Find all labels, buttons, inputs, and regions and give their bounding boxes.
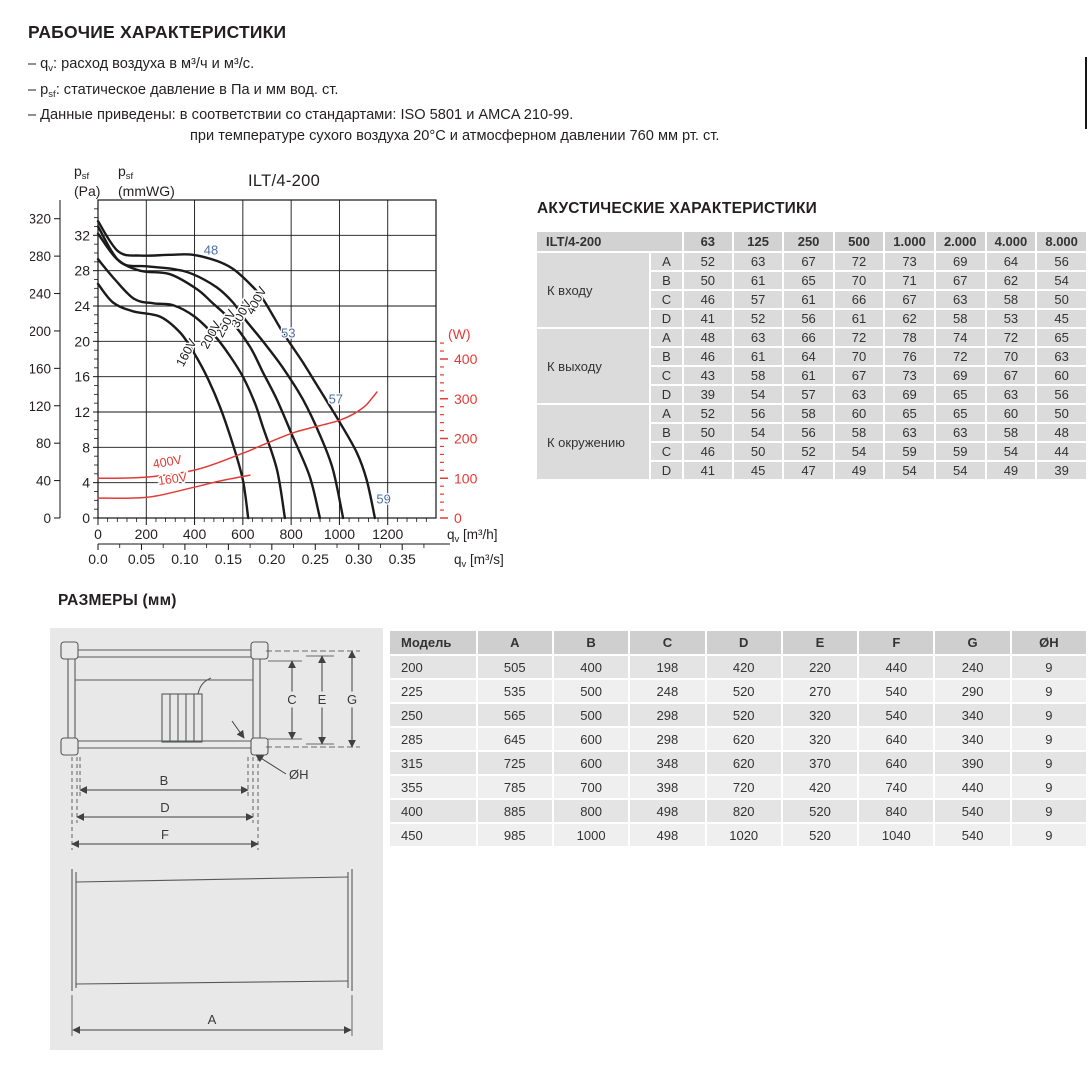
value-cell: 565 <box>478 704 552 726</box>
value-cell: 390 <box>935 752 1009 774</box>
value-cell: 62 <box>885 310 934 327</box>
note-psf: – $p_{sf}$: статическое давление в Па и мм вод. ст. <box>28 81 339 100</box>
value-cell: 49 <box>835 462 883 479</box>
svg-text:0: 0 <box>454 510 462 526</box>
row-letter: A <box>651 405 682 422</box>
value-cell: 70 <box>987 348 1036 365</box>
svg-text:800: 800 <box>279 526 303 542</box>
dim-label-g: G <box>346 692 358 707</box>
value-cell: 50 <box>684 272 732 289</box>
svg-text:100: 100 <box>454 470 478 487</box>
value-cell: 340 <box>935 728 1009 750</box>
value-cell: 70 <box>835 272 883 289</box>
value-cell: 70 <box>835 348 883 365</box>
value-cell: 48 <box>684 329 732 346</box>
value-cell: 640 <box>859 752 933 774</box>
value-cell: 45 <box>734 462 782 479</box>
performance-chart <box>30 163 535 578</box>
dim-label-c: C <box>287 692 297 707</box>
value-cell: 63 <box>734 253 782 270</box>
noise-level-label: 57 <box>328 391 344 407</box>
value-cell: 600 <box>554 728 628 750</box>
frame-drawing <box>61 642 268 755</box>
value-cell: 9 <box>1012 776 1086 798</box>
value-cell: 48 <box>1037 424 1086 441</box>
model-cell: 355 <box>390 776 476 798</box>
value-cell: 72 <box>987 329 1036 346</box>
value-cell: 65 <box>936 386 985 403</box>
column-header: A <box>478 631 552 654</box>
value-cell: 600 <box>554 752 628 774</box>
freq-header: 2.000 <box>936 232 985 251</box>
value-cell: 520 <box>783 824 857 846</box>
value-cell: 54 <box>734 424 782 441</box>
svg-text:0.05: 0.05 <box>127 551 156 567</box>
row-letter: B <box>651 348 682 365</box>
row-letter: C <box>651 367 682 384</box>
dim-label-e: E <box>317 692 327 707</box>
column-header: G <box>935 631 1009 654</box>
value-cell: 320 <box>783 728 857 750</box>
value-cell: 78 <box>885 329 934 346</box>
value-cell: 840 <box>859 800 933 822</box>
value-cell: 290 <box>935 680 1009 702</box>
table-row <box>390 800 1086 822</box>
svg-text:160: 160 <box>30 361 51 377</box>
table-row <box>390 824 1086 846</box>
svg-text:1200: 1200 <box>372 526 404 542</box>
svg-text:200V: 200V <box>197 318 224 352</box>
value-cell: 985 <box>478 824 552 846</box>
dimensions-drawing <box>50 628 383 1050</box>
value-cell: 56 <box>734 405 782 422</box>
value-cell: 72 <box>835 253 883 270</box>
value-cell: 44 <box>1037 443 1086 460</box>
value-cell: 9 <box>1012 800 1086 822</box>
svg-text:400: 400 <box>182 526 207 542</box>
svg-text:200: 200 <box>30 323 51 339</box>
svg-text:qv [m³/s]: $q_v$ [m³/s] <box>454 552 504 570</box>
row-letter: B <box>651 272 682 289</box>
value-cell: 41 <box>684 462 732 479</box>
value-cell: 54 <box>835 443 883 460</box>
value-cell: 63 <box>987 386 1036 403</box>
value-cell: 348 <box>630 752 704 774</box>
value-cell: 61 <box>734 272 782 289</box>
svg-text:8: 8 <box>82 439 90 456</box>
value-cell: 65 <box>784 272 832 289</box>
freq-header: 63 <box>684 232 732 251</box>
value-cell: 645 <box>478 728 552 750</box>
value-cell: 61 <box>734 348 782 365</box>
value-cell: 9 <box>1012 680 1086 702</box>
value-cell: 47 <box>784 462 832 479</box>
value-cell: 56 <box>1037 386 1086 403</box>
value-cell: 63 <box>936 424 985 441</box>
model-cell: 450 <box>390 824 476 846</box>
value-cell: 240 <box>935 656 1009 678</box>
value-cell: 740 <box>859 776 933 798</box>
svg-text:4: 4 <box>82 474 90 491</box>
header-row <box>537 232 1086 251</box>
value-cell: 498 <box>630 800 704 822</box>
model-cell: ILT/4-200 <box>537 232 682 251</box>
value-cell: 57 <box>784 386 832 403</box>
value-cell: 67 <box>936 272 985 289</box>
svg-text:0.20: 0.20 <box>258 551 286 567</box>
value-cell: 63 <box>1037 348 1086 365</box>
model-cell: 200 <box>390 656 476 678</box>
table-row <box>390 728 1086 750</box>
value-cell: 58 <box>987 291 1036 308</box>
value-cell: 535 <box>478 680 552 702</box>
svg-text:0: 0 <box>94 526 102 542</box>
model-cell: 285 <box>390 728 476 750</box>
value-cell: 49 <box>987 462 1036 479</box>
value-cell: 54 <box>936 462 985 479</box>
value-cell: 298 <box>630 704 704 726</box>
value-cell: 9 <box>1012 728 1086 750</box>
column-header: ØH <box>1012 631 1086 654</box>
group-label: К окружению <box>537 405 649 479</box>
svg-text:0: 0 <box>43 511 51 526</box>
value-cell: 9 <box>1012 752 1086 774</box>
value-cell: 50 <box>1037 291 1086 308</box>
column-header: Модель <box>390 631 476 654</box>
value-cell: 60 <box>1037 367 1086 384</box>
table-row <box>390 776 1086 798</box>
row-letter: A <box>651 253 682 270</box>
performance-notes <box>28 54 719 146</box>
value-cell: 53 <box>987 310 1036 327</box>
row-letter: C <box>651 291 682 308</box>
svg-text:400V: 400V <box>151 452 183 472</box>
value-cell: 61 <box>784 367 832 384</box>
value-cell: 540 <box>859 704 933 726</box>
acoustic-title: АКУСТИЧЕСКИЕ ХАРАКТЕРИСТИКИ <box>537 200 818 217</box>
value-cell: 1040 <box>859 824 933 846</box>
value-cell: 58 <box>784 405 832 422</box>
value-cell: 65 <box>936 405 985 422</box>
table-row <box>390 752 1086 774</box>
chart-title: ILT/4-200 <box>248 172 321 190</box>
svg-text:32: 32 <box>74 227 90 244</box>
value-cell: 720 <box>707 776 781 798</box>
value-cell: 885 <box>478 800 552 822</box>
acoustic-table <box>535 230 1088 481</box>
value-cell: 61 <box>835 310 883 327</box>
value-cell: 785 <box>478 776 552 798</box>
value-cell: 420 <box>783 776 857 798</box>
value-cell: 54 <box>885 462 934 479</box>
value-cell: 248 <box>630 680 704 702</box>
svg-text:0.30: 0.30 <box>345 551 373 567</box>
svg-text:28: 28 <box>74 262 90 279</box>
value-cell: 198 <box>630 656 704 678</box>
row-letter: D <box>651 310 682 327</box>
value-cell: 73 <box>885 367 934 384</box>
value-cell: 1000 <box>554 824 628 846</box>
value-cell: 700 <box>554 776 628 798</box>
value-cell: 67 <box>987 367 1036 384</box>
value-cell: 9 <box>1012 824 1086 846</box>
svg-text:240: 240 <box>30 286 51 302</box>
value-cell: 52 <box>684 253 732 270</box>
svg-text:400V: 400V <box>243 284 270 317</box>
value-cell: 270 <box>783 680 857 702</box>
value-cell: 52 <box>784 443 832 460</box>
svg-text:qv [m³/h]: $q_v$ [m³/h] <box>447 527 498 545</box>
value-cell: 54 <box>734 386 782 403</box>
value-cell: 540 <box>935 800 1009 822</box>
value-cell: 725 <box>478 752 552 774</box>
column-header: B <box>554 631 628 654</box>
dim-label-a: A <box>207 1012 217 1027</box>
value-cell: 62 <box>987 272 1036 289</box>
value-cell: 64 <box>987 253 1036 270</box>
svg-text:200: 200 <box>454 430 478 447</box>
svg-text:400: 400 <box>454 351 478 367</box>
column-header: F <box>859 631 933 654</box>
value-cell: 58 <box>835 424 883 441</box>
row-letter: B <box>651 424 682 441</box>
svg-text:600: 600 <box>231 526 255 542</box>
value-cell: 520 <box>783 800 857 822</box>
svg-text:300V: 300V <box>228 297 255 331</box>
svg-text:12: 12 <box>74 404 90 420</box>
value-cell: 298 <box>630 728 704 750</box>
motor-box <box>162 694 202 742</box>
value-cell: 66 <box>784 329 832 346</box>
value-cell: 39 <box>684 386 732 403</box>
value-cell: 61 <box>784 291 832 308</box>
dim-label-d: D <box>160 800 170 815</box>
value-cell: 505 <box>478 656 552 678</box>
value-cell: 58 <box>936 310 985 327</box>
duct-drawing <box>72 869 352 991</box>
dim-label-f: F <box>161 827 169 842</box>
value-cell: 800 <box>554 800 628 822</box>
svg-text:0.35: 0.35 <box>388 551 416 567</box>
model-cell: 400 <box>390 800 476 822</box>
svg-text:16: 16 <box>74 368 90 385</box>
page-edge-mark <box>1085 57 1087 129</box>
column-header: E <box>783 631 857 654</box>
value-cell: 50 <box>1037 405 1086 422</box>
svg-text:1000: 1000 <box>323 526 356 542</box>
dim-label-oh: ØH <box>289 767 309 782</box>
value-cell: 498 <box>630 824 704 846</box>
table-row <box>537 405 1086 422</box>
column-header: C <box>630 631 704 654</box>
value-cell: 67 <box>885 291 934 308</box>
svg-text:0.10: 0.10 <box>171 551 199 567</box>
value-cell: 74 <box>936 329 985 346</box>
row-letter: C <box>651 443 682 460</box>
value-cell: 420 <box>707 656 781 678</box>
value-cell: 520 <box>707 680 781 702</box>
value-cell: 370 <box>783 752 857 774</box>
value-cell: 67 <box>784 253 832 270</box>
value-cell: 9 <box>1012 704 1086 726</box>
value-cell: 58 <box>987 424 1036 441</box>
value-cell: 64 <box>784 348 832 365</box>
value-cell: 50 <box>684 424 732 441</box>
svg-text:280: 280 <box>30 249 51 265</box>
group-label: К входу <box>537 253 649 327</box>
vertical-dimensions <box>266 651 360 747</box>
svg-text:0: 0 <box>82 510 90 526</box>
value-cell: 500 <box>554 680 628 702</box>
svg-text:120: 120 <box>30 398 51 414</box>
table-row <box>390 680 1086 702</box>
value-cell: 1020 <box>707 824 781 846</box>
value-cell: 72 <box>936 348 985 365</box>
value-cell: 820 <box>707 800 781 822</box>
freq-header: 1.000 <box>885 232 934 251</box>
svg-text:160V: 160V <box>157 470 188 489</box>
noise-level-label: 53 <box>281 325 296 341</box>
value-cell: 398 <box>630 776 704 798</box>
value-cell: 72 <box>835 329 883 346</box>
value-cell: 69 <box>936 367 985 384</box>
value-cell: 400 <box>554 656 628 678</box>
dimensions-title: РАЗМЕРЫ (мм) <box>58 592 177 609</box>
note-conditions: при температуре сухого воздуха 20°C и атмосферном давлении 760 мм рт. ст. <box>190 127 720 144</box>
value-cell: 60 <box>987 405 1036 422</box>
model-cell: 250 <box>390 704 476 726</box>
value-cell: 620 <box>707 728 781 750</box>
value-cell: 71 <box>885 272 934 289</box>
column-header: D <box>707 631 781 654</box>
table-row <box>537 329 1086 346</box>
note-standards: – Данные приведены: в соответствии со стандартами: ISO 5801 и AMCA 210-99. <box>28 107 574 123</box>
value-cell: 59 <box>885 443 934 460</box>
value-cell: 340 <box>935 704 1009 726</box>
svg-text:0.0: 0.0 <box>88 551 108 567</box>
dim-label-b: B <box>159 773 169 788</box>
value-cell: 56 <box>1037 253 1086 270</box>
header-row <box>390 631 1086 654</box>
value-cell: 59 <box>936 443 985 460</box>
value-cell: 69 <box>885 386 934 403</box>
svg-text:(W): (W) <box>448 326 471 342</box>
value-cell: 63 <box>885 424 934 441</box>
value-cell: 620 <box>707 752 781 774</box>
value-cell: 56 <box>784 424 832 441</box>
value-cell: 39 <box>1037 462 1086 479</box>
value-cell: 220 <box>783 656 857 678</box>
value-cell: 52 <box>684 405 732 422</box>
value-cell: 63 <box>835 386 883 403</box>
value-cell: 41 <box>684 310 732 327</box>
value-cell: 46 <box>684 348 732 365</box>
pa-axis-header: $p_{sf}$ (Pa) <box>74 163 101 199</box>
svg-text:40: 40 <box>35 473 51 489</box>
mmwg-axis-header: $p_{sf}$ (mmWG) <box>118 163 175 199</box>
value-cell: 9 <box>1012 656 1086 678</box>
freq-header: 8.000 <box>1037 232 1086 251</box>
note-qv: – $q_v$: расход воздуха в м³/ч и м³/с. <box>28 56 255 74</box>
value-cell: 65 <box>885 405 934 422</box>
value-cell: 45 <box>1037 310 1086 327</box>
freq-header: 500 <box>835 232 883 251</box>
value-cell: 540 <box>859 680 933 702</box>
value-cell: 73 <box>885 253 934 270</box>
value-cell: 63 <box>734 329 782 346</box>
svg-text:320: 320 <box>30 211 51 227</box>
svg-text:20: 20 <box>74 333 90 350</box>
value-cell: 640 <box>859 728 933 750</box>
fan-curve-chart <box>30 163 535 578</box>
model-cell: 225 <box>390 680 476 702</box>
value-cell: 66 <box>835 291 883 308</box>
freq-header: 4.000 <box>987 232 1036 251</box>
value-cell: 54 <box>1037 272 1086 289</box>
row-letter: D <box>651 386 682 403</box>
noise-level-label: 48 <box>203 242 219 258</box>
value-cell: 56 <box>784 310 832 327</box>
value-cell: 67 <box>835 367 883 384</box>
value-cell: 63 <box>936 291 985 308</box>
value-cell: 520 <box>707 704 781 726</box>
value-cell: 50 <box>734 443 782 460</box>
value-cell: 43 <box>684 367 732 384</box>
value-cell: 46 <box>684 443 732 460</box>
value-cell: 57 <box>734 291 782 308</box>
value-cell: 46 <box>684 291 732 308</box>
value-cell: 440 <box>935 776 1009 798</box>
value-cell: 500 <box>554 704 628 726</box>
svg-text:250V: 250V <box>212 307 239 340</box>
value-cell: 60 <box>835 405 883 422</box>
value-cell: 65 <box>1037 329 1086 346</box>
value-cell: 76 <box>885 348 934 365</box>
table-row <box>537 253 1086 270</box>
group-label: К выходу <box>537 329 649 403</box>
dimensions-table <box>388 629 1088 848</box>
value-cell: 52 <box>734 310 782 327</box>
svg-text:0.15: 0.15 <box>214 551 242 567</box>
pressure-curve-250V <box>98 234 320 518</box>
value-cell: 69 <box>936 253 985 270</box>
svg-text:80: 80 <box>35 436 51 452</box>
svg-text:24: 24 <box>74 298 90 314</box>
svg-text:200: 200 <box>134 526 158 542</box>
table-row <box>390 704 1086 726</box>
table-row <box>390 656 1086 678</box>
value-cell: 54 <box>987 443 1036 460</box>
svg-text:0.25: 0.25 <box>301 551 329 567</box>
freq-header: 250 <box>784 232 832 251</box>
row-letter: D <box>651 462 682 479</box>
svg-text:160V: 160V <box>173 336 200 369</box>
svg-text:300: 300 <box>454 390 478 407</box>
freq-header: 125 <box>734 232 782 251</box>
page-title: РАБОЧИЕ ХАРАКТЕРИСТИКИ <box>28 22 287 42</box>
row-letter: A <box>651 329 682 346</box>
value-cell: 540 <box>935 824 1009 846</box>
value-cell: 58 <box>734 367 782 384</box>
value-cell: 440 <box>859 656 933 678</box>
model-cell: 315 <box>390 752 476 774</box>
value-cell: 320 <box>783 704 857 726</box>
noise-level-label: 59 <box>376 491 391 507</box>
